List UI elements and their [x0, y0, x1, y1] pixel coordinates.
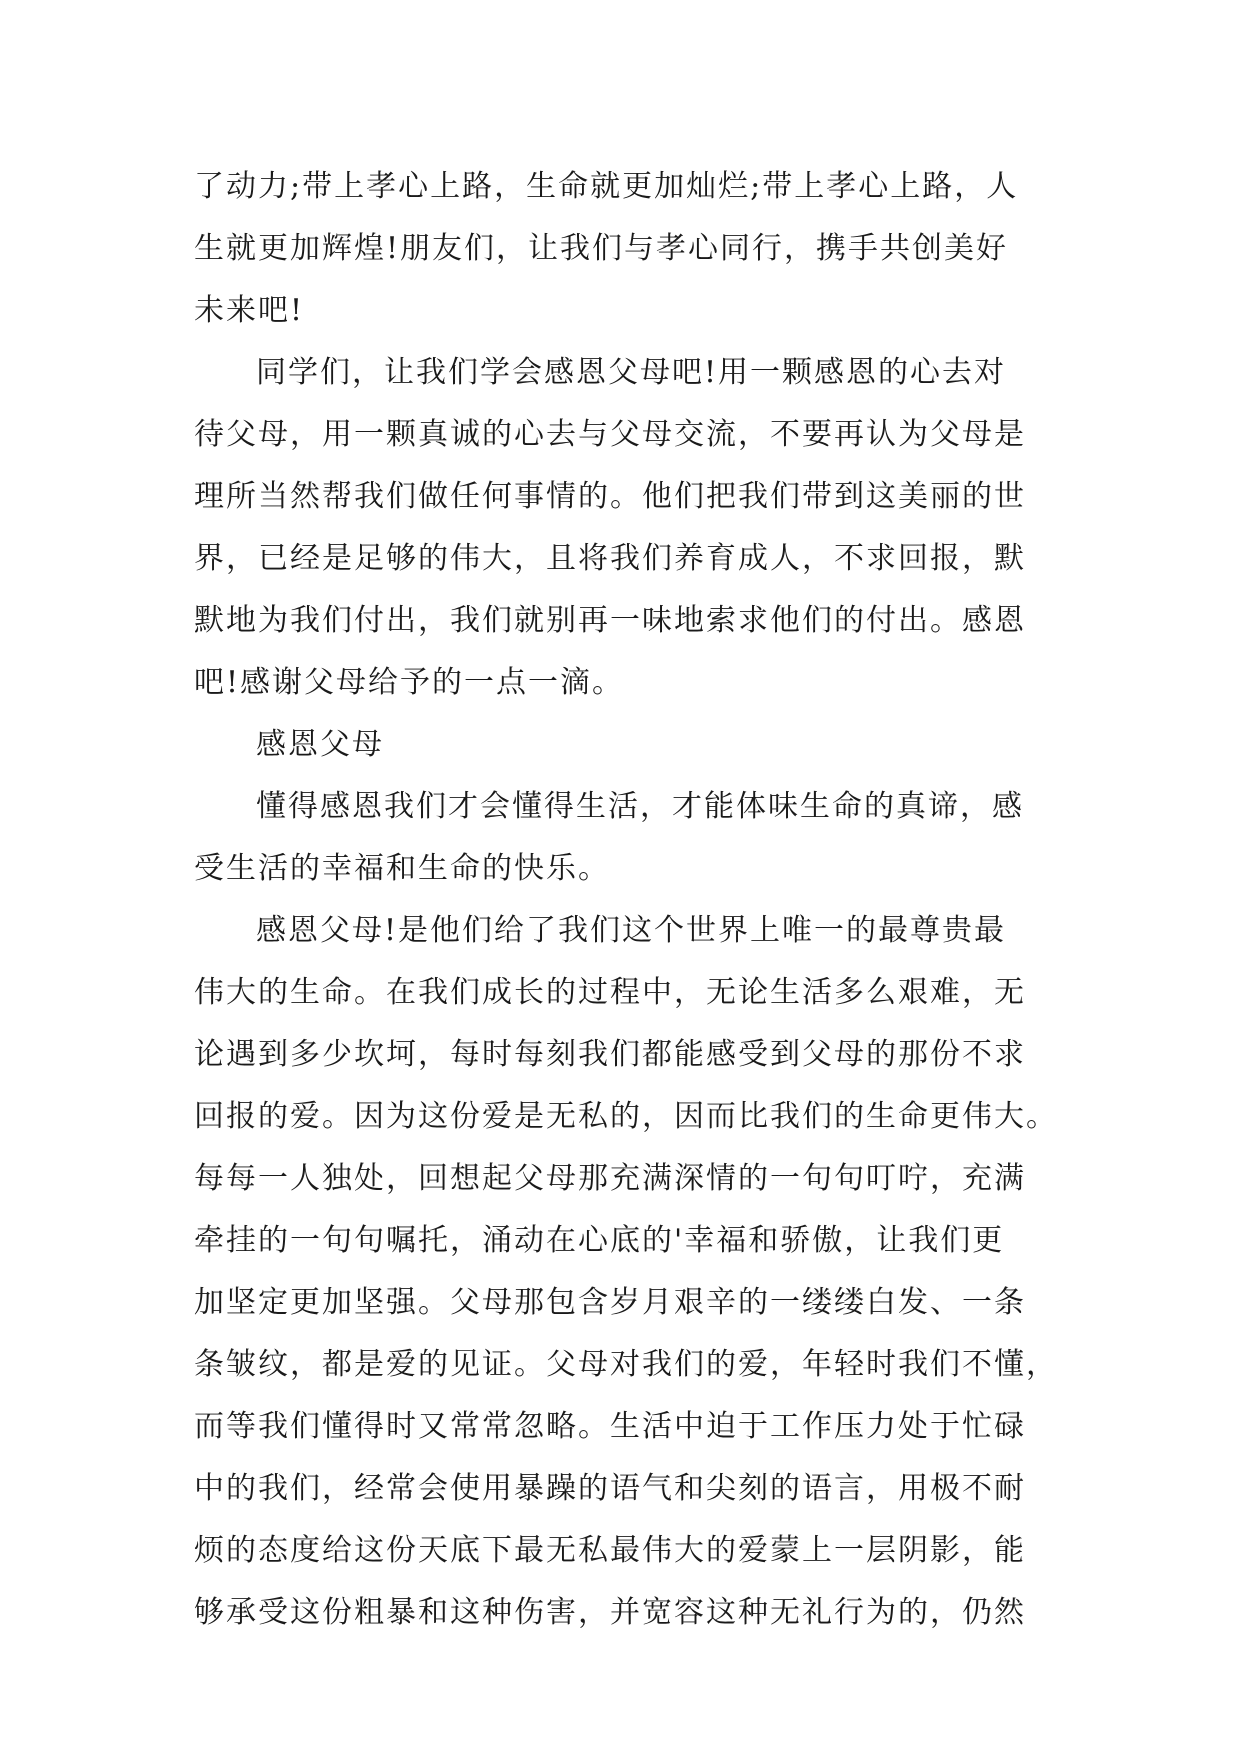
text-line: 受生活的幸福和生命的快乐。 [194, 851, 610, 886]
text-line: 了动力;带上孝心上路，生命就更加灿烂;带上孝心上路，人 [194, 169, 1019, 204]
text-line: 每每一人独处，回想起父母那充满深情的一句句叮咛，充满 [194, 1161, 1026, 1196]
text-line: 理所当然帮我们做任何事情的。他们把我们带到这美丽的世 [194, 479, 1026, 514]
text-line: 加坚定更加坚强。父母那包含岁月艰辛的一缕缕白发、一条 [194, 1285, 1026, 1320]
text-line: 未来吧! [194, 293, 305, 328]
text-line: 中的我们，经常会使用暴躁的语气和尖刻的语言，用极不耐 [194, 1471, 1026, 1506]
text-line: 默地为我们付出，我们就别再一味地索求他们的付出。感恩 [194, 603, 1026, 638]
document-body [194, 156, 1056, 1644]
text-line: 感恩父母 [256, 727, 384, 762]
text-line: 条皱纹，都是爱的见证。父母对我们的爱，年轻时我们不懂， [194, 1347, 1058, 1382]
text-line: 吧!感谢父母给予的一点一滴。 [194, 665, 625, 700]
text-line: 生就更加辉煌!朋友们，让我们与孝心同行，携手共创美好 [194, 231, 1009, 266]
text-line: 懂得感恩我们才会懂得生活，才能体味生命的真谛，感 [256, 789, 1024, 824]
text-line: 而等我们懂得时又常常忽略。生活中迫于工作压力处于忙碌 [194, 1409, 1026, 1444]
text-line: 够承受这份粗暴和这种伤害，并宽容这种无礼行为的，仍然 [194, 1595, 1026, 1630]
text-line: 伟大的生命。在我们成长的过程中，无论生活多么艰难，无 [194, 975, 1026, 1010]
text-line: 牵挂的一句句嘱托，涌动在心底的'幸福和骄傲，让我们更 [194, 1223, 1005, 1258]
text-line: 同学们，让我们学会感恩父母吧!用一颗感恩的心去对 [256, 355, 1007, 390]
text-line: 界，已经是足够的伟大，且将我们养育成人，不求回报，默 [194, 541, 1026, 576]
text-line: 论遇到多少坎坷，每时每刻我们都能感受到父母的那份不求 [194, 1037, 1026, 1072]
text-line: 感恩父母!是他们给了我们这个世界上唯一的最尊贵最 [256, 913, 1007, 948]
text-line: 烦的态度给这份天底下最无私最伟大的爱蒙上一层阴影，能 [194, 1533, 1026, 1568]
text-line: 待父母，用一颗真诚的心去与父母交流，不要再认为父母是 [194, 417, 1026, 452]
text-line: 回报的爱。因为这份爱是无私的，因而比我们的生命更伟大。 [194, 1099, 1058, 1134]
